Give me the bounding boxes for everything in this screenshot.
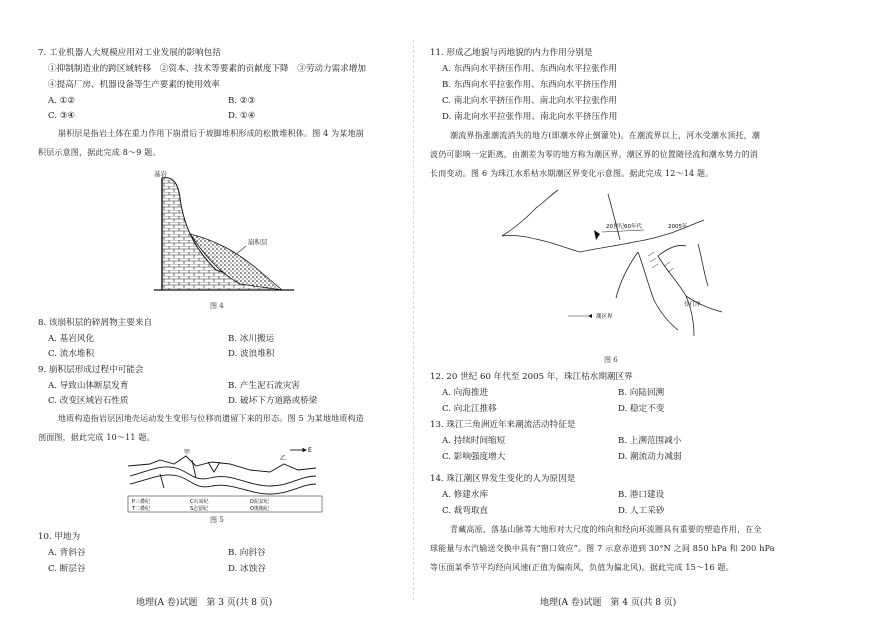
- question-8-option-a[interactable]: A. 基岩风化: [48, 334, 95, 344]
- question-8-option-d[interactable]: D. 波浪堆积: [228, 349, 275, 359]
- question-9-option-a[interactable]: A. 导致山体断层发育: [48, 381, 129, 391]
- intro-12-14-line2: 波仍可影响一定距离，由潮差为零的地方称为潮区界。潮区界的位置随径流和潮水势力的消: [430, 150, 758, 159]
- figure-6-label-lingding-bay: 伶仃洋: [684, 302, 701, 308]
- figure-6-label-1960s: 20世纪60年代: [606, 224, 642, 230]
- question-7-option-c[interactable]: C. ③④: [48, 111, 76, 121]
- figure-6-label-2005: 2005年: [668, 224, 688, 230]
- question-13-option-a[interactable]: A. 持续时间缩短: [442, 436, 506, 446]
- intro-12-14-line1: 潮流界指涨潮流消失的地方(即潮水停止倒灌处)。在潮流界以上，河水受潮水顶托，潮: [450, 131, 761, 140]
- intro-15-16-line3: 等压面某季节平均经向风速(正值为偏南风，负值为偏北风)。据此完成 15～16 题。: [430, 563, 734, 572]
- question-13-option-c[interactable]: C. 影响强度增大: [442, 452, 506, 462]
- question-13-option-d[interactable]: D. 潮流动力减弱: [618, 452, 682, 462]
- question-10-option-d[interactable]: D. 冰蚀谷: [228, 564, 266, 574]
- page-3-footer: 地理(A 卷)试题 第 3 页(共 8 页): [136, 598, 273, 608]
- question-12-option-a[interactable]: A. 向海推进: [442, 388, 489, 398]
- question-14-stem: 14. 珠江潮区界发生变化的人为原因是: [430, 474, 576, 484]
- intro-15-16-line2: 球能量与水汽输送交换中具有“窗口效应”。图 7 示意赤道到 30°N 之间 850 hPa 和 200 hPa: [430, 544, 775, 553]
- figure-5-legend-2b: S志留纪: [190, 506, 209, 512]
- figure-5-caption: 图 5: [210, 516, 224, 524]
- intro-10-11-line1: 地质构造指岩层因地壳运动发生变形与位移而遗留下来的形态。图 5 为某地地质构造: [58, 414, 364, 423]
- figure-6-pearl-river-map: [488, 186, 748, 354]
- figure-5-legend-3a: D泥盆纪: [250, 499, 269, 505]
- question-8-option-b[interactable]: B. 冰川搬运: [228, 334, 275, 344]
- question-14-option-b[interactable]: B. 港口建设: [618, 490, 665, 500]
- column-divider: [413, 40, 414, 600]
- question-7-option-a[interactable]: A. ①②: [48, 96, 76, 106]
- figure-4-label-bedrock: 基岩: [154, 170, 167, 178]
- question-11-option-d[interactable]: D. 南北向水平拉张作用、南北向水平挤压作用: [442, 112, 618, 122]
- figure-4-label-colluvium: 崩积层: [248, 238, 268, 246]
- question-12-option-d[interactable]: D. 稳定不变: [618, 404, 665, 414]
- figure-5-legend-2a: C石炭纪: [190, 499, 209, 505]
- figure-5-legend-1b: T二叠纪: [132, 506, 151, 512]
- intro-8-9-line1: 崩积层是指岩土体在重力作用下崩滑后于坡脚堆积形成的松散堆积体。图 4 为某地崩: [58, 129, 364, 138]
- question-10-option-c[interactable]: C. 断层谷: [48, 564, 86, 574]
- question-8-option-c[interactable]: C. 流水堆积: [48, 349, 95, 359]
- question-7-item4: ④提高厂房、机器设备等生产要素的使用效率: [48, 80, 220, 90]
- figure-6-legend-tidal-limit: 潮区界: [596, 314, 613, 320]
- intro-10-11-line2: 剖面图，据此完成 10～11 题。: [38, 433, 155, 442]
- question-13-option-b[interactable]: B. 上溯范围减小: [618, 436, 682, 446]
- question-11-stem: 11. 形成乙地貌与丙地貌的内力作用分别是: [430, 48, 593, 58]
- figure-5-label-yi: 乙: [280, 455, 287, 462]
- question-12-stem: 12. 20 世纪 60 年代至 2005 年，珠江枯水期潮区界: [430, 372, 633, 382]
- question-10-stem: 10. 甲地为: [38, 532, 81, 542]
- figure-5-legend-1a: P三叠纪: [132, 499, 151, 505]
- figure-5-label-east: E: [308, 447, 312, 454]
- figure-5-legend-3b: O奥陶纪: [250, 506, 269, 512]
- figure-6-caption: 图 6: [604, 356, 618, 364]
- question-14-option-c[interactable]: C. 裁弯取直: [442, 506, 489, 516]
- question-10-option-b[interactable]: B. 向斜谷: [228, 548, 266, 558]
- figure-4-colluvium-diagram: [144, 168, 304, 300]
- question-9-option-b[interactable]: B. 产生泥石流灾害: [228, 381, 300, 391]
- question-13-stem: 13. 珠江三角洲近年来潮流活动特征是: [430, 420, 576, 430]
- intro-15-16-line1: 青藏高原、落基山脉等大地形对大尺度的纬向和经向环流圈具有重要的塑造作用，在全: [450, 525, 762, 534]
- question-11-option-a[interactable]: A. 东西向水平挤压作用、东西向水平拉张作用: [442, 64, 617, 74]
- question-7-option-b[interactable]: B. ②③: [228, 96, 256, 106]
- question-11-option-c[interactable]: C. 南北向水平挤压作用、南北向水平拉张作用: [442, 96, 618, 106]
- question-7-stem: 7. 工业机器人大规模应用对工业发展的影响包括: [38, 48, 221, 58]
- question-14-option-a[interactable]: A. 修建水库: [442, 490, 489, 500]
- question-11-option-b[interactable]: B. 东西向水平拉张作用、东西向水平挤压作用: [442, 80, 618, 90]
- question-12-option-c[interactable]: C. 向北江推移: [442, 404, 497, 414]
- figure-5-label-jia: 甲: [184, 449, 191, 456]
- intro-8-9-line2: 积层示意图，据此完成 8～9 题。: [38, 148, 161, 157]
- intro-12-14-line3: 长而变动。图 6 为珠江水系枯水期潮区界变化示意图。据此完成 12～14 题。: [430, 169, 714, 178]
- question-14-option-d[interactable]: D. 人工采砂: [618, 506, 665, 516]
- question-7-option-d[interactable]: D. ①④: [228, 111, 256, 121]
- figure-4-caption: 图 4: [210, 302, 224, 310]
- figure-5-geologic-section: [120, 442, 330, 514]
- question-12-option-b[interactable]: B. 向陆回溯: [618, 388, 665, 398]
- question-9-stem: 9. 崩积层形成过程中可能会: [38, 365, 144, 375]
- question-7-items: ①抑制制造业的跨区域转移 ②资本、技术等要素的贡献度下降 ③劳动力需求增加: [48, 64, 366, 74]
- question-10-option-a[interactable]: A. 背斜谷: [48, 548, 86, 558]
- question-9-option-c[interactable]: C. 改变区域岩石性质: [48, 396, 129, 406]
- question-8-stem: 8. 该崩积层的碎屑物主要来自: [38, 318, 153, 328]
- page-4-footer: 地理(A 卷)试题 第 4 页(共 8 页): [540, 598, 677, 608]
- question-9-option-d[interactable]: D. 破坏下方道路或桥梁: [228, 396, 318, 406]
